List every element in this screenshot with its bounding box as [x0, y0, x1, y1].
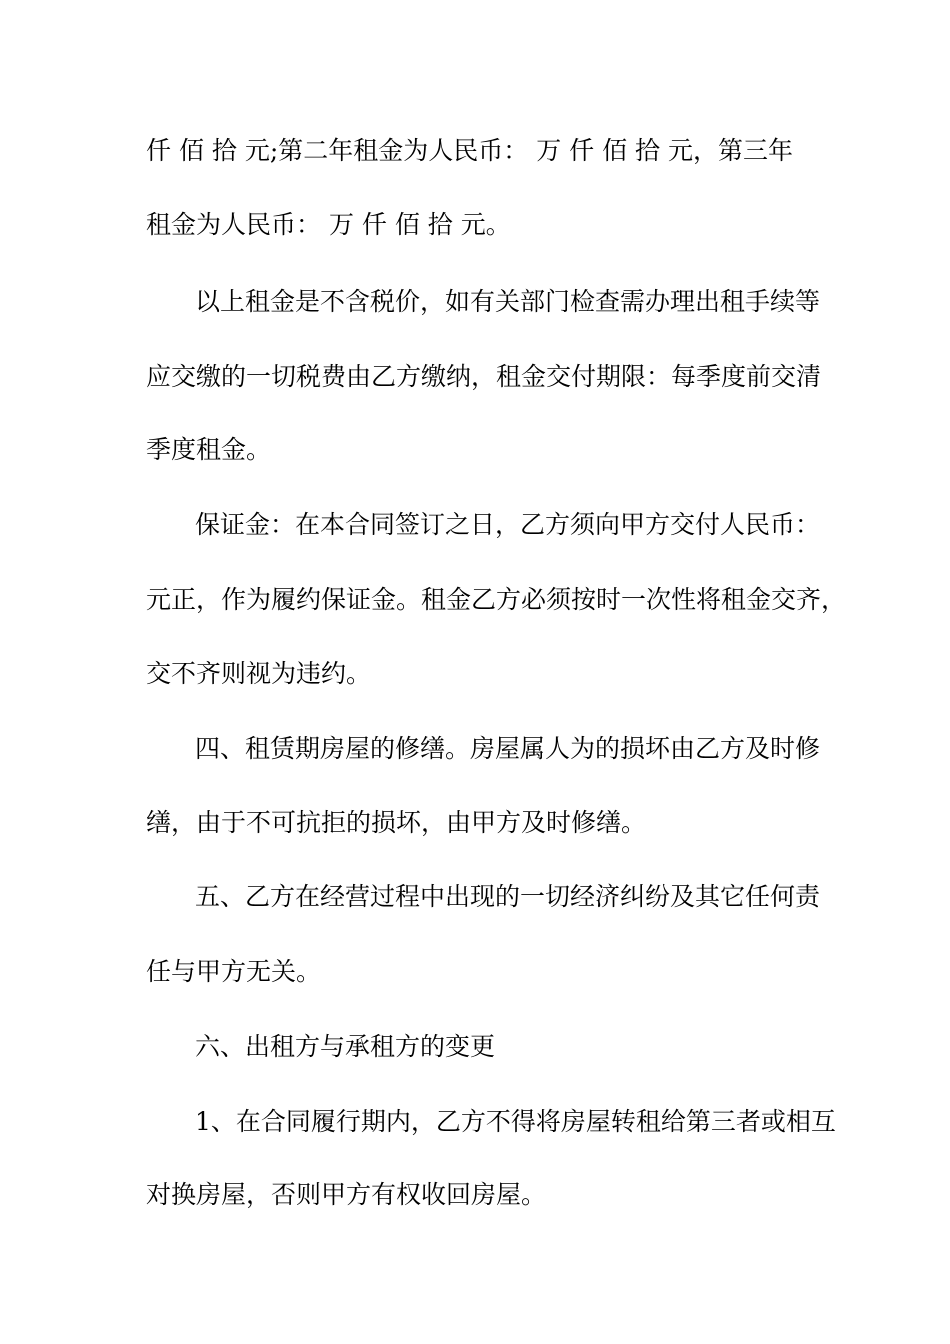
paragraph-start-line: 保证金：在本合同签订之日，乙方须向甲方交付人民币：	[195, 510, 821, 539]
text-line: 仟 佰 拾 元;第二年租金为人民币： 万 仟 佰 拾 元，第三年	[146, 136, 793, 165]
section-heading-line: 四、租赁期房屋的修缮。房屋属人为的损坏由乙方及时修	[195, 734, 821, 763]
text-line: 任与甲方无关。	[146, 957, 322, 986]
text-line: 应交缴的一切税费由乙方缴纳，租金交付期限：每季度前交清	[146, 362, 822, 391]
text-line: 交不齐则视为违约。	[146, 659, 372, 688]
paragraph-start-line: 以上租金是不含税价，如有关部门检查需办理出租手续等	[195, 287, 821, 316]
text-line: 租金为人民币： 万 仟 佰 拾 元。	[146, 210, 511, 239]
text-line: 缮，由于不可抗拒的损坏，由甲方及时修缮。	[146, 808, 647, 837]
text-line: 对换房屋，否则甲方有权收回房屋。	[146, 1180, 547, 1209]
text-line: 季度租金。	[146, 435, 272, 464]
section-heading-line: 五、乙方在经营过程中出现的一切经济纠纷及其它任何责	[195, 882, 821, 911]
text-line: 元正，作为履约保证金。租金乙方必须按时一次性将租金交齐，	[146, 585, 847, 614]
section-heading-line: 六、出租方与承租方的变更	[195, 1032, 496, 1061]
numbered-clause-line: 1、在合同履行期内，乙方不得将房屋转租给第三者或相互	[195, 1107, 836, 1136]
